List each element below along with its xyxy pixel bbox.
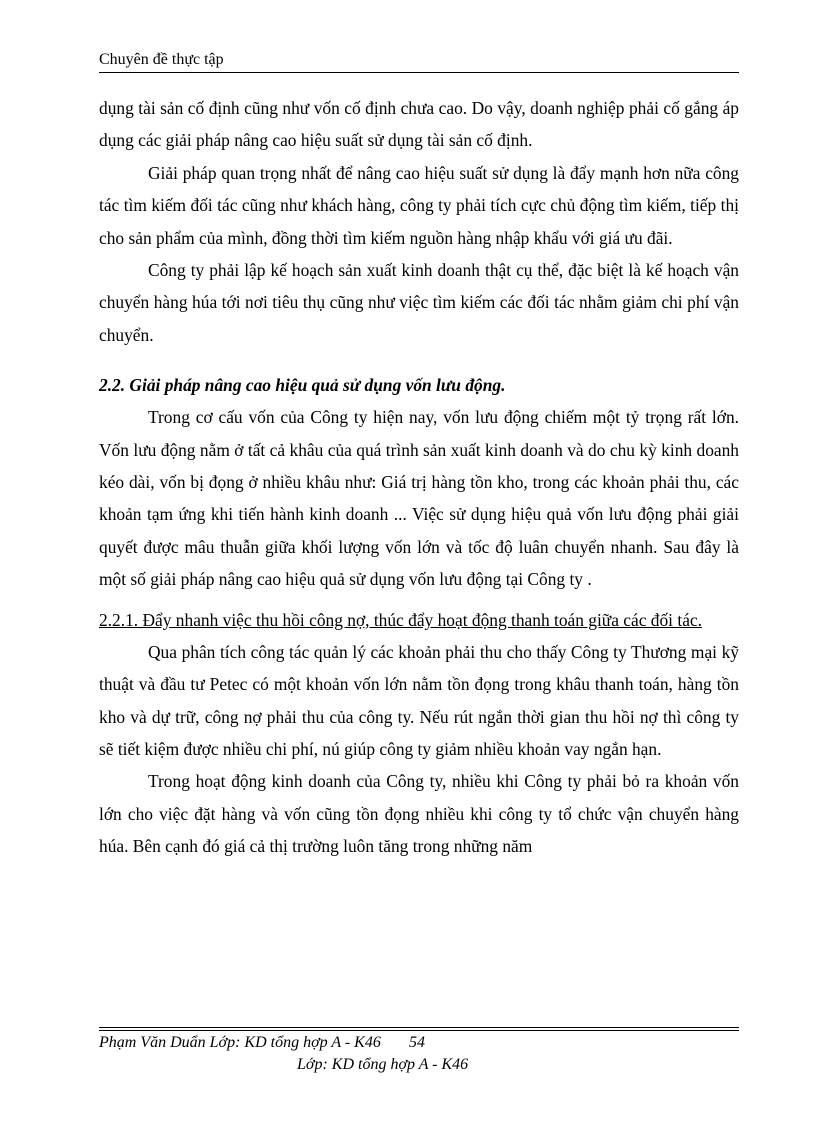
footer-rule-bottom [99,1030,739,1031]
section-heading-2-2-1: 2.2.1. Đẩy nhanh việc thu hồi công nợ, thúc đẩy hoạt động thanh toán giữa các đối tác. [99,609,702,630]
footer-rule-top [99,1027,739,1028]
paragraph: Giải pháp quan trọng nhất để nâng cao hiệu suất sử dụng là đẩy mạnh hơn nữa công tác tìm kiếm đối tác cũng như khách hàng, công ty phải tích cực chủ động tìm kiếm, tiếp thị cho sản phẩm của mình, đồng thời tìm kiếm nguồn hàng nhập khẩu với giá ưu đãi. [99,162,739,248]
section-heading-2-2: 2.2. Giải pháp nâng cao hiệu quả sử dụng vốn lưu động. [99,375,506,396]
paragraph: Qua phân tích công tác quản lý các khoản phải thu cho thấy Công ty Thương mại kỹ thuật và đầu tư Petec có một khoản vốn lớn nằm tồn đọng trong khâu thanh toán, hàng tồn kho và dự trữ, công nợ phải thu của công ty. Nếu rút ngắn thời gian thu hồi nợ thì công ty sẽ tiết kiệm được nhiều chi phí, nú giúp công ty giảm nhiều khoản vay ngắn hạn. [99,641,739,759]
paragraph: Trong cơ cấu vốn của Công ty hiện nay, vốn lưu động chiếm một tỷ trọng rất lớn. Vốn lưu động nằm ở tất cả khâu của quá trình sản xuất kinh doanh và do chu kỳ kinh doanh kéo dài, vốn bị đọng ở nhiều khâu như: Giá trị hàng tồn kho, trong các khoản phải thu, các khoản tạm ứng khi tiến hành kinh doanh ... Việc sử dụng hiệu quả vốn lưu động phải giải quyết được mâu thuẫn giữa khối lượng vốn lớn và tốc độ luân chuyển nhanh. Sau đây là một số giải pháp nâng cao hiệu quả sử dụng vốn lưu động tại Công ty . [99,407,739,590]
paragraph: Trong hoạt động kinh doanh của Công ty, nhiều khi Công ty phải bỏ ra khoản vốn lớn cho việc đặt hàng và vốn cũng tồn đọng nhiều khi công ty tổ chức vận chuyển hàng húa. Bên cạnh đó giá cả thị trường luôn tăng trong những năm [99,771,739,857]
footer-class-line: Lớp: KD tổng hợp A - K46 [297,1056,469,1073]
page-number: 54 [409,1034,425,1051]
document-body [99,92,739,863]
paragraph: Công ty phải lập kế hoạch sản xuất kinh doanh thật cụ thể, đặc biệt là kế hoạch vận chuyển hàng húa tới nơi tiêu thụ cũng như việc tìm kiếm các đối tác nhằm giảm chi phí vận chuyển. [99,260,739,345]
paragraph-continuation: dụng tài sản cố định cũng như vốn cố định chưa cao. Do vậy, doanh nghiệp phải cố gắng áp dụng các giải pháp nâng cao hiệu suất sử dụng tài sản cố định. [99,98,739,151]
page-header [99,50,739,73]
header-title: Chuyên đề thực tập [99,51,224,68]
footer-author-line: Phạm Văn Duẩn Lớp: KD tổng hợp A - K46 [99,1034,381,1051]
